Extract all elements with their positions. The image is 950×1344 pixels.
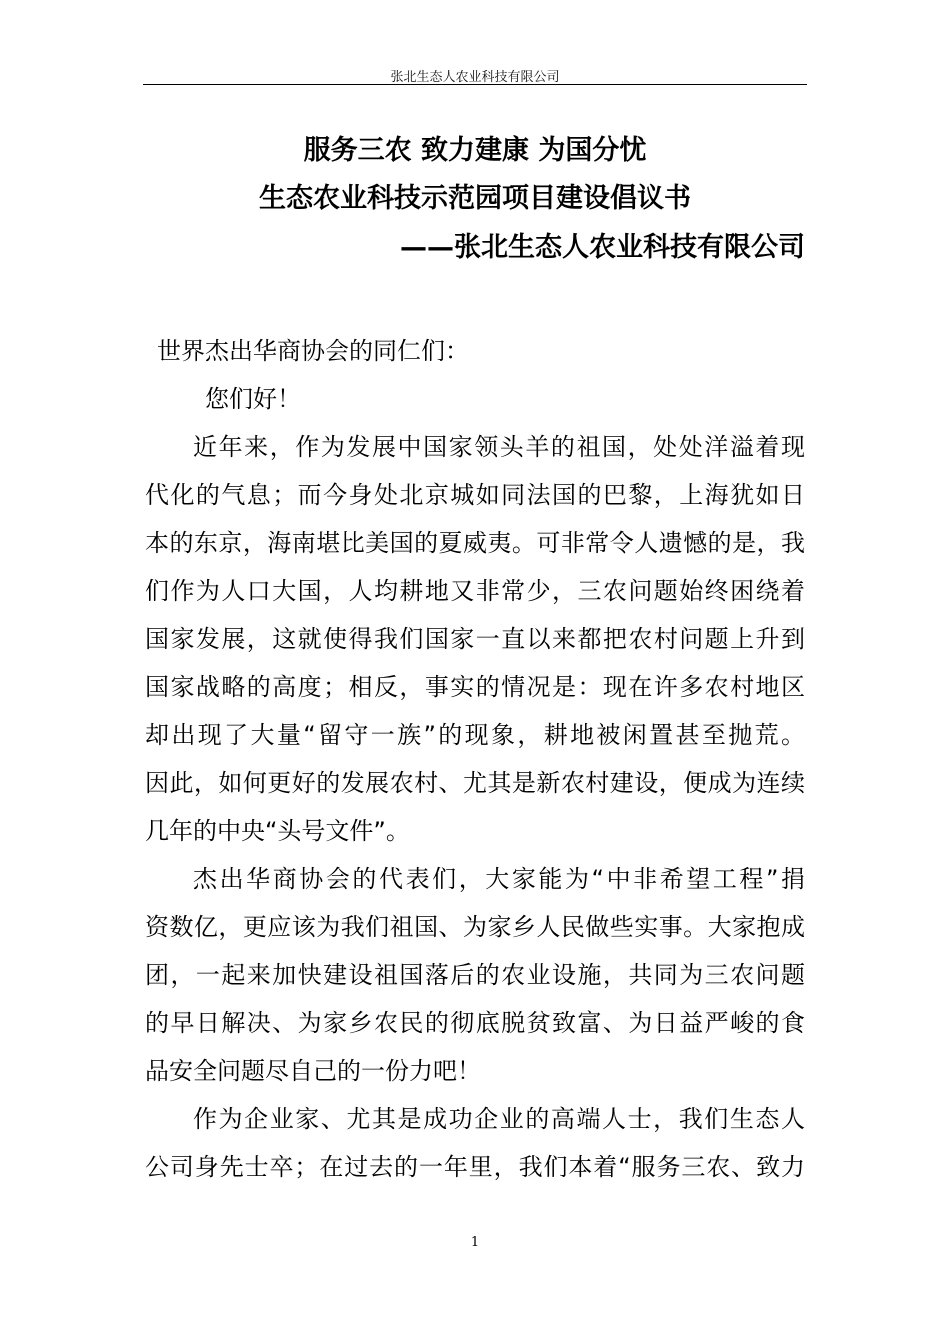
paragraph-line: 近年来，作为发展中国家领头羊的祖国，处处洋溢着现 [193, 433, 805, 461]
greeting: 您们好！ [205, 385, 301, 413]
page-number: 1 [470, 1235, 480, 1250]
paragraph-line: 因此，如何更好的发展农村、尤其是新农村建设，便成为连续 [145, 769, 805, 797]
document-signature: ——张北生态人农业科技有限公司 [400, 232, 805, 263]
paragraph-line: 却出现了大量“留守一族”的现象，耕地被闲置甚至抛荒。 [145, 721, 805, 749]
paragraph-line: 国家战略的高度；相反，事实的情况是：现在许多农村地区 [145, 673, 805, 701]
header-divider [143, 84, 807, 85]
paragraph-line: 代化的气息；而今身处北京城如同法国的巴黎，上海犹如日 [145, 481, 805, 509]
salutation: 世界杰出华商协会的同仁们： [157, 337, 469, 365]
paragraph-line: 国家发展，这就使得我们国家一直以来都把农村问题上升到 [145, 625, 805, 653]
document-title-line-2: 生态农业科技示范园项目建设倡议书 [259, 183, 691, 214]
paragraph-line: 几年的中央“头号文件”。 [145, 817, 410, 845]
paragraph-line: 们作为人口大国，人均耕地又非常少，三农问题始终困绕着 [145, 577, 805, 605]
document-title-line-1: 服务三农 致力建康 为国分忧 [303, 135, 647, 166]
paragraph-line: 品安全问题尽自己的一份力吧！ [145, 1057, 481, 1085]
paragraph-line: 的早日解决、为家乡农民的彻底脱贫致富、为日益严峻的食 [145, 1009, 805, 1037]
paragraph-line: 本的东京，海南堪比美国的夏威夷。可非常令人遗憾的是，我 [145, 529, 805, 557]
paragraph-line: 杰出华商协会的代表们，大家能为“中非希望工程”捐 [193, 865, 805, 893]
paragraph-line: 公司身先士卒；在过去的一年里，我们本着“服务三农、致力 [145, 1153, 805, 1181]
page-header: 张北生态人农业科技有限公司 [390, 70, 560, 85]
paragraph-line: 作为企业家、尤其是成功企业的高端人士，我们生态人 [193, 1105, 805, 1133]
paragraph-line: 团，一起来加快建设祖国落后的农业设施，共同为三农问题 [145, 961, 805, 989]
paragraph-line: 资数亿，更应该为我们祖国、为家乡人民做些实事。大家抱成 [145, 913, 805, 941]
